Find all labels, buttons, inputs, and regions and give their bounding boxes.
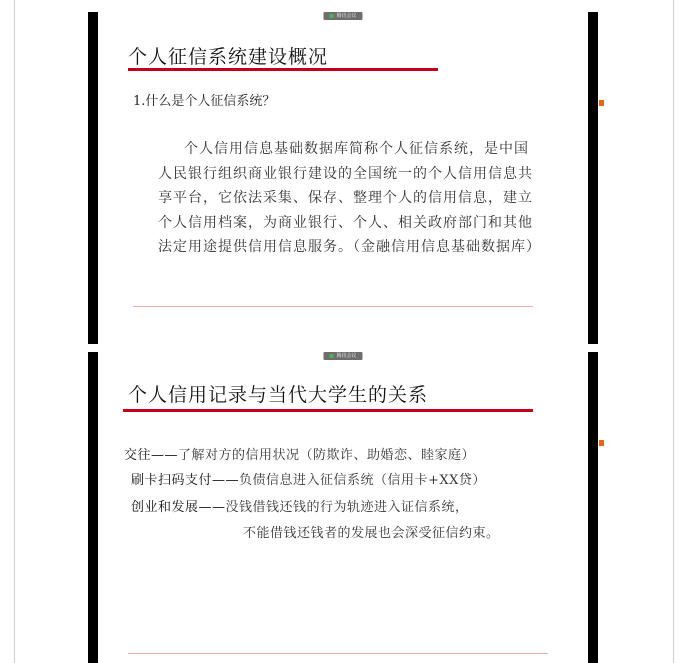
meeting-tag-label: 腾讯会议 bbox=[336, 353, 357, 359]
meeting-status-icon bbox=[329, 354, 333, 358]
definition-text: 个人信用信息基础数据库简称个人征信系统，是中国人民银行组织商业银行建设的全国统一的个人信用信息共享平台，它依法采集、保存、整理个人的信用信息，建立个人信用档案，为商业银行、个人、相关政府部门和其他法定用途提供信用信息服务。（金融信用信息基础数据库） bbox=[158, 141, 541, 255]
meeting-status-icon bbox=[329, 14, 333, 18]
relation-line-social bbox=[124, 444, 475, 463]
side-marker bbox=[599, 100, 604, 106]
side-marker bbox=[599, 440, 604, 446]
relation-text: 不能借钱还钱者的发展也会深受征信约束。 bbox=[243, 526, 500, 541]
slide-left-bar bbox=[88, 352, 98, 663]
footer-rule bbox=[128, 653, 548, 654]
relation-text: 没钱借钱还钱的行为轨迹进入证信系统， bbox=[225, 500, 469, 515]
meeting-tag-label: 腾讯会议 bbox=[336, 13, 357, 19]
relation-key: 刷卡扫码支付—— bbox=[131, 473, 240, 488]
slide-right-bar bbox=[588, 352, 598, 663]
meeting-tag bbox=[323, 12, 362, 20]
slide-2-canvas bbox=[98, 352, 588, 663]
meeting-tag bbox=[323, 352, 362, 360]
slide-title: 个人征信系统建设概况 bbox=[128, 46, 329, 68]
relation-line-career bbox=[131, 496, 469, 515]
relation-text: 了解对方的信用状况（防欺诈、助婚恋、睦家庭） bbox=[178, 448, 476, 463]
title-underline bbox=[128, 68, 438, 71]
slide-1 bbox=[88, 12, 598, 344]
relation-text: 负债信息进入征信系统（信用卡+XX贷） bbox=[239, 473, 486, 488]
relation-line-payment bbox=[131, 469, 486, 488]
footer-rule bbox=[133, 306, 533, 307]
relation-line-career-cont bbox=[243, 522, 500, 541]
relation-key: 交往—— bbox=[124, 448, 179, 463]
title-underline bbox=[123, 409, 533, 412]
slide-right-bar bbox=[588, 12, 598, 344]
slide-left-bar bbox=[88, 12, 98, 344]
slide-title: 个人信用记录与当代大学生的关系 bbox=[128, 384, 429, 406]
question-heading: 1.什么是个人征信系统？ bbox=[133, 94, 276, 109]
definition-paragraph bbox=[158, 137, 541, 260]
slide-1-canvas bbox=[98, 12, 588, 344]
slide-2 bbox=[88, 352, 598, 663]
relation-key: 创业和发展—— bbox=[131, 500, 226, 515]
